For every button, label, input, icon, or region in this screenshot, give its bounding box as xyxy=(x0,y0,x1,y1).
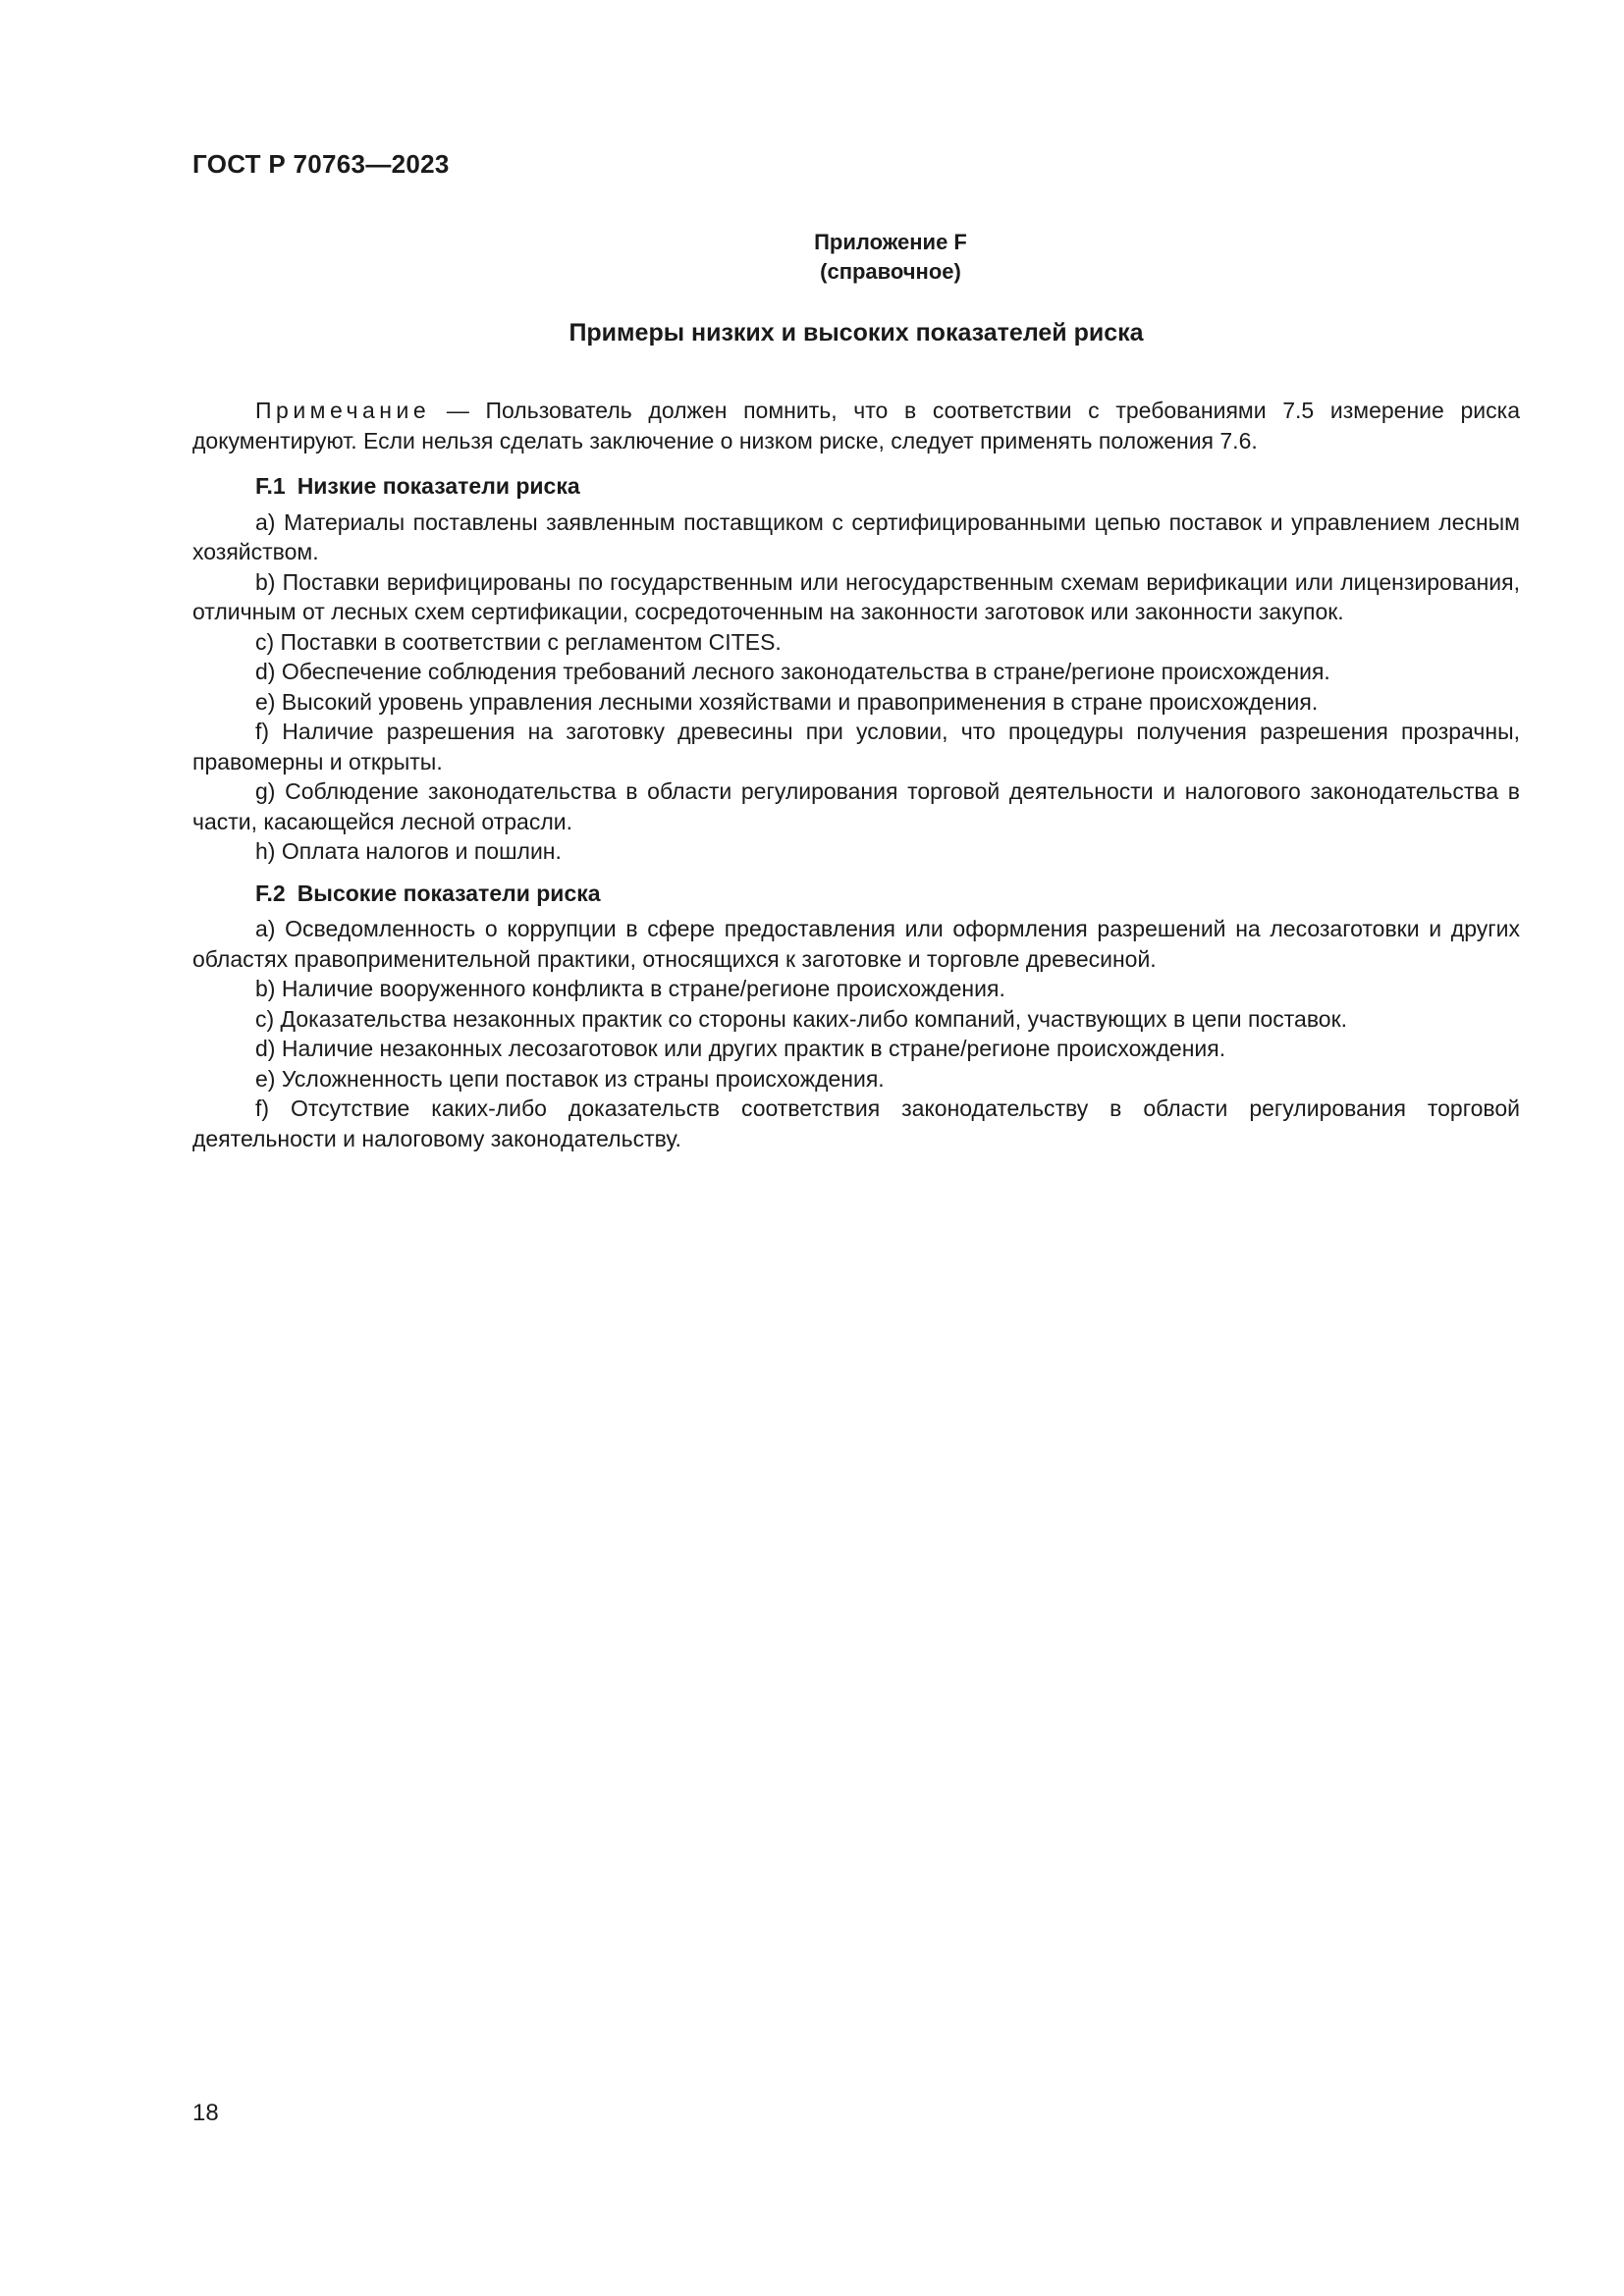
appendix-type: (справочное) xyxy=(820,259,961,284)
section-heading-f2 xyxy=(192,879,1520,909)
list-item: g) Соблюдение законодательства в области регулирования торговой деятельности и налогового законодательства в части, касающейся лесной отрасли. xyxy=(192,778,1520,834)
section-number: F.1 xyxy=(255,473,286,499)
section-title: Высокие показатели риска xyxy=(297,880,601,906)
appendix-label: Приложение F xyxy=(814,230,967,254)
section-title: Низкие показатели риска xyxy=(297,473,580,499)
list-item: b) Наличие вооруженного конфликта в стране/регионе происхождения. xyxy=(255,976,1005,1001)
list-item: c) Доказательства незаконных практик со стороны каких-либо компаний, участвующих в цепи поставок. xyxy=(255,1005,1348,1032)
list-item: b) Поставки верифицированы по государственным или негосударственным схемам верификации или лицензирования, отличным от лесных схем сертификации, сосредоточенным на законности заготовок или законности закупок. xyxy=(192,568,1520,624)
note-paragraph xyxy=(192,396,1520,455)
appendix-heading xyxy=(0,228,1624,287)
note-label: Примечание xyxy=(255,398,431,423)
note-text: — Пользователь должен помнить, что в соответствии с требованиями 7.5 измерение риска документируют. Если нельзя сделать заключение о низком риске, следует применять положения 7.6. xyxy=(192,398,1520,454)
list-item: d) Наличие незаконных лесозаготовок или других практик в стране/регионе происхождения. xyxy=(255,1036,1226,1061)
section-heading-f1 xyxy=(192,471,1520,502)
list-item: h) Оплата налогов и пошлин. xyxy=(255,838,562,864)
section-number: F.2 xyxy=(255,880,286,906)
list-item: f) Наличие разрешения на заготовку древесины при условии, что процедуры получения разрешения прозрачны, правомерны и открыты. xyxy=(192,719,1520,774)
document-body xyxy=(192,396,1520,1153)
list-item: a) Материалы поставлены заявленным поставщиком с сертифицированными цепью поставок и управлением лесным хозяйством. xyxy=(192,508,1520,564)
document-header: ГОСТ Р 70763—2023 xyxy=(192,149,450,179)
list-item: e) Высокий уровень управления лесными хозяйствами и правоприменения в стране происхождения. xyxy=(255,688,1319,715)
page-number: 18 xyxy=(192,2100,219,2126)
list-item: a) Осведомленность о коррупции в сфере предоставления или оформления разрешений на лесозаготовки и других областях правоприменительной практики, относящихся к заготовке и торговле древесиной. xyxy=(192,916,1520,972)
page-title: Примеры низких и высоких показателей риска xyxy=(568,319,1144,347)
list-item: c) Поставки в соответствии с регламентом CITES. xyxy=(255,628,782,655)
list-item: e) Усложненность цепи поставок из страны происхождения. xyxy=(255,1065,885,1092)
list-item: d) Обеспечение соблюдения требований лесного законодательства в стране/регионе происхождения. xyxy=(255,659,1330,684)
list-item: f) Отсутствие каких-либо доказательств соответствия законодательству в области регулирования торговой деятельности и налоговому законодательству. xyxy=(192,1095,1520,1151)
